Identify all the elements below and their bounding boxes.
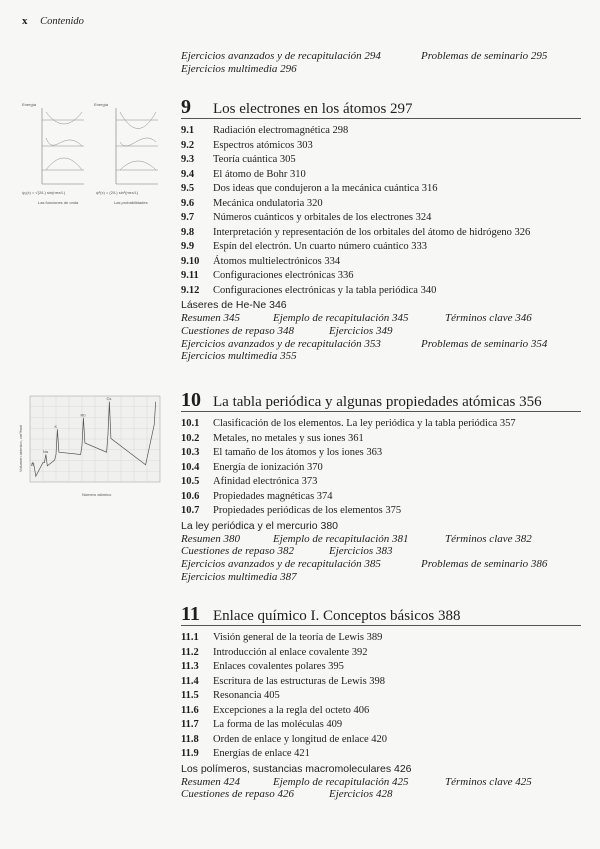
end-item[interactable]: Ejercicios avanzados y de recapitulación 353 [181, 337, 381, 350]
end-item[interactable]: Cuestiones de repaso 348 [181, 324, 294, 337]
toc-entry[interactable]: 10.7 Propiedades periódicas de los elementos 375 [181, 505, 402, 516]
end-row [181, 325, 600, 338]
chapter-11-heading[interactable] [181, 603, 581, 626]
end-item[interactable]: Problemas de seminario 295 [421, 50, 548, 62]
chapter-title: La tabla periódica y algunas propiedades atómicas 356 [213, 394, 542, 410]
chapter-number: 10 [181, 389, 201, 411]
toc-entry[interactable]: 9.11 Configuraciones electrónicas 336 [181, 270, 354, 281]
figure-caption: Las funciones de onda [38, 200, 79, 205]
feature-box-entry[interactable]: Los polímeros, sustancias macromoleculares 426 [181, 762, 412, 775]
end-item[interactable]: Términos clave 346 [445, 312, 532, 324]
toc-entry[interactable]: 11.7 La forma de las moléculas 409 [181, 719, 343, 730]
chapter-9-sections [181, 124, 600, 363]
toc-entry[interactable]: 11.3 Enlaces covalentes polares 395 [181, 661, 344, 672]
peak-label: K [54, 423, 58, 429]
toc-entry[interactable]: 9.12 Configuraciones electrónicas y la tabla periódica 340 [181, 284, 437, 296]
end-row [181, 533, 600, 546]
toc-entry[interactable]: 9.1 Radiación electromagnética 298 [181, 125, 349, 136]
end-row [181, 571, 600, 584]
atomic-volume-chart [16, 392, 166, 500]
end-item[interactable]: Resumen 424 [181, 775, 240, 788]
toc-entry[interactable]: 10.5 Afinidad electrónica 373 [181, 476, 318, 487]
end-item[interactable]: Ejercicios 383 [329, 545, 393, 558]
end-item[interactable]: Resumen 380 [181, 532, 240, 545]
end-item[interactable]: Términos clave 425 [445, 775, 532, 788]
toc-entry[interactable]: 9.10 Átomos multielectrónicos 334 [181, 255, 341, 267]
toc-entry[interactable]: 11.8 Orden de enlace y longitud de enlace 420 [181, 733, 388, 745]
end-item[interactable]: Cuestiones de repaso 382 [181, 545, 294, 558]
end-item[interactable]: Cuestiones de repaso 426 [181, 788, 294, 801]
chapter-number: 11 [181, 603, 200, 625]
end-row [181, 50, 581, 63]
chapter-number: 9 [181, 96, 191, 118]
end-row [181, 350, 600, 363]
end-row [181, 788, 600, 801]
figure-caption: Las probabilidades [114, 200, 148, 205]
chapter-title: Los electrones en los átomos 297 [213, 101, 413, 117]
end-item[interactable]: Ejercicios 349 [329, 324, 393, 337]
toc-entry[interactable]: 10.1 Clasificación de los elementos. La ley periódica y la tabla periódica 357 [181, 418, 516, 429]
toc-entry[interactable]: 10.6 Propiedades magnéticas 374 [181, 490, 333, 502]
end-item[interactable]: Ejercicios multimedia 387 [181, 570, 297, 583]
toc-entry[interactable]: 10.4 Energía de ionización 370 [181, 461, 323, 473]
toc-entry[interactable]: 11.9 Energías de enlace 421 [181, 748, 310, 759]
end-row [181, 558, 600, 571]
toc-entry[interactable]: 11.5 Resonancia 405 [181, 690, 280, 701]
energy-axis-label: Energía [22, 102, 37, 107]
toc-entry[interactable]: 9.7 Números cuánticos y orbitales de los electrones 324 [181, 212, 432, 223]
end-row [181, 63, 581, 76]
end-item[interactable]: Términos clave 382 [445, 532, 532, 545]
toc-entry[interactable]: 10.2 Metales, no metales y sus iones 361 [181, 432, 364, 444]
end-row [181, 338, 600, 351]
energy-axis-label: Energía [94, 102, 109, 107]
x-axis-label: Número atómico [82, 492, 112, 497]
end-item[interactable]: Ejercicios 428 [329, 788, 393, 801]
chapter-10-figure [16, 392, 166, 500]
peak-label: Li [31, 461, 35, 467]
chapter-10-heading[interactable] [181, 389, 581, 412]
running-header [22, 15, 84, 27]
end-row [181, 312, 600, 325]
toc-entry[interactable]: 11.2 Introducción al enlace covalente 392 [181, 646, 368, 658]
end-item[interactable]: Ejemplo de recapitulación 425 [273, 775, 409, 788]
end-item[interactable]: Ejemplo de recapitulación 381 [273, 532, 409, 545]
prev-chapter-end-matter [181, 50, 581, 76]
page-number: x [22, 15, 28, 27]
end-row [181, 545, 600, 558]
y-axis-label: Volumen atómico, cm³/mol [18, 424, 23, 472]
feature-box-entry[interactable]: La ley periódica y el mercurio 380 [181, 519, 338, 532]
end-item[interactable]: Ejercicios multimedia 296 [181, 62, 297, 75]
end-item[interactable]: Ejemplo de recapitulación 345 [273, 312, 409, 324]
chapter-10-sections [181, 417, 600, 584]
end-item[interactable]: Problemas de seminario 354 [421, 337, 548, 350]
peak-label: Rb [80, 412, 86, 418]
chapter-11-sections [181, 631, 600, 801]
toc-entry[interactable]: 9.4 El átomo de Bohr 310 [181, 168, 306, 180]
svg-text:ψ²(x) = (2/L) sin²(nπx/L): ψ²(x) = (2/L) sin²(nπx/L) [96, 190, 139, 195]
toc-entry[interactable]: 11.6 Excepciones a la regla del octeto 406 [181, 704, 370, 716]
toc-entry[interactable]: 9.9 Espín del electrón. Un cuarto número cuántico 333 [181, 241, 428, 252]
end-item[interactable]: Ejercicios avanzados y de recapitulación 294 [181, 50, 381, 62]
toc-entry[interactable]: 9.6 Mecánica ondulatoria 320 [181, 197, 323, 209]
end-item[interactable]: Ejercicios multimedia 355 [181, 350, 297, 363]
peak-label: Cs [106, 396, 112, 402]
chapter-9-figure [18, 98, 166, 208]
toc-entry[interactable]: 9.2 Espectros atómicos 303 [181, 139, 313, 151]
toc-entry[interactable]: 11.4 Escritura de las estructuras de Lewis 398 [181, 675, 386, 687]
toc-entry[interactable]: 9.5 Dos ideas que condujeron a la mecánica cuántica 316 [181, 183, 438, 194]
feature-box-entry[interactable]: Láseres de He-Ne 346 [181, 299, 287, 311]
end-item[interactable]: Ejercicios avanzados y de recapitulación 385 [181, 558, 381, 571]
chapter-9-heading[interactable] [181, 96, 581, 119]
end-item[interactable]: Problemas de seminario 386 [421, 558, 548, 571]
toc-entry[interactable]: 10.3 El tamaño de los átomos y los iones 363 [181, 447, 383, 458]
toc-entry[interactable]: 9.3 Teoría cuántica 305 [181, 154, 296, 165]
peak-label: Na [42, 448, 49, 454]
end-row [181, 776, 600, 789]
running-title: Contenido [40, 16, 84, 27]
chapter-title: Enlace químico I. Conceptos básicos 388 [213, 608, 461, 624]
toc-entry[interactable]: 11.1 Visión general de la teoría de Lewis 389 [181, 632, 383, 643]
end-item[interactable]: Resumen 345 [181, 312, 240, 324]
toc-entry[interactable]: 9.8 Interpretación y representación de los orbitales del átomo de hidrógeno 326 [181, 226, 531, 238]
svg-text:ψ₁(x) = √(2/L) sin(nπx/L): ψ₁(x) = √(2/L) sin(nπx/L) [22, 190, 66, 195]
